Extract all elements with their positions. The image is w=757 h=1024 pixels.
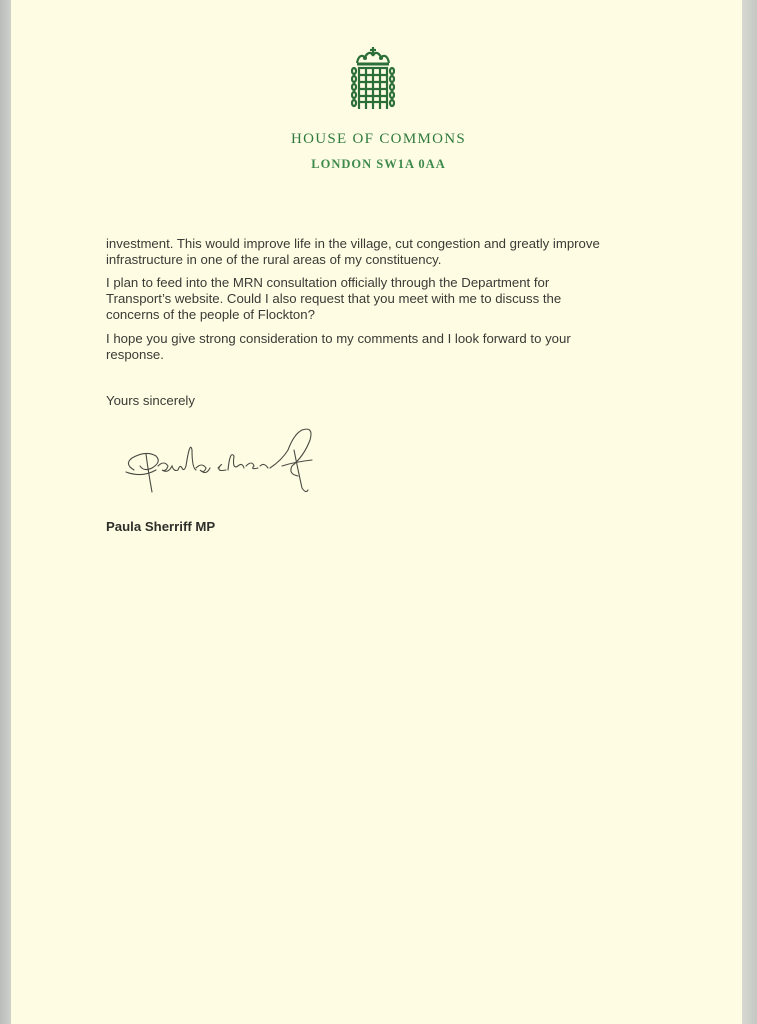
letter-paragraph-1 [106, 236, 666, 268]
portcullis-crest-icon [351, 47, 395, 115]
letter-paragraph-3 [106, 331, 666, 363]
paragraph-line: concerns of the people of Flockton? [106, 307, 315, 322]
paragraph-line: infrastructure in one of the rural areas of my constituency. [106, 252, 442, 267]
scan-border-left [0, 0, 11, 1024]
scan-border-right [742, 0, 757, 1024]
paragraph-line: I plan to feed into the MRN consultation officially through the Department for [106, 275, 550, 290]
handwritten-signature-icon [122, 420, 337, 500]
paragraph-line: response. [106, 347, 164, 362]
paragraph-line: investment. This would improve life in the village, cut congestion and greatly improve [106, 236, 600, 251]
paragraph-line: I hope you give strong consideration to my comments and I look forward to your [106, 331, 571, 346]
letterhead-institution: HOUSE OF COMMONS [291, 131, 466, 147]
letterhead-address: LONDON SW1A 0AA [311, 157, 446, 171]
letter-paragraph-2 [106, 275, 666, 323]
paragraph-line: Transport’s website. Could I also request that you meet with me to discuss the [106, 291, 562, 306]
signatory-name: Paula Sherriff MP [106, 519, 216, 534]
letter-page [11, 0, 742, 1024]
letter-closing: Yours sincerely [106, 393, 195, 408]
